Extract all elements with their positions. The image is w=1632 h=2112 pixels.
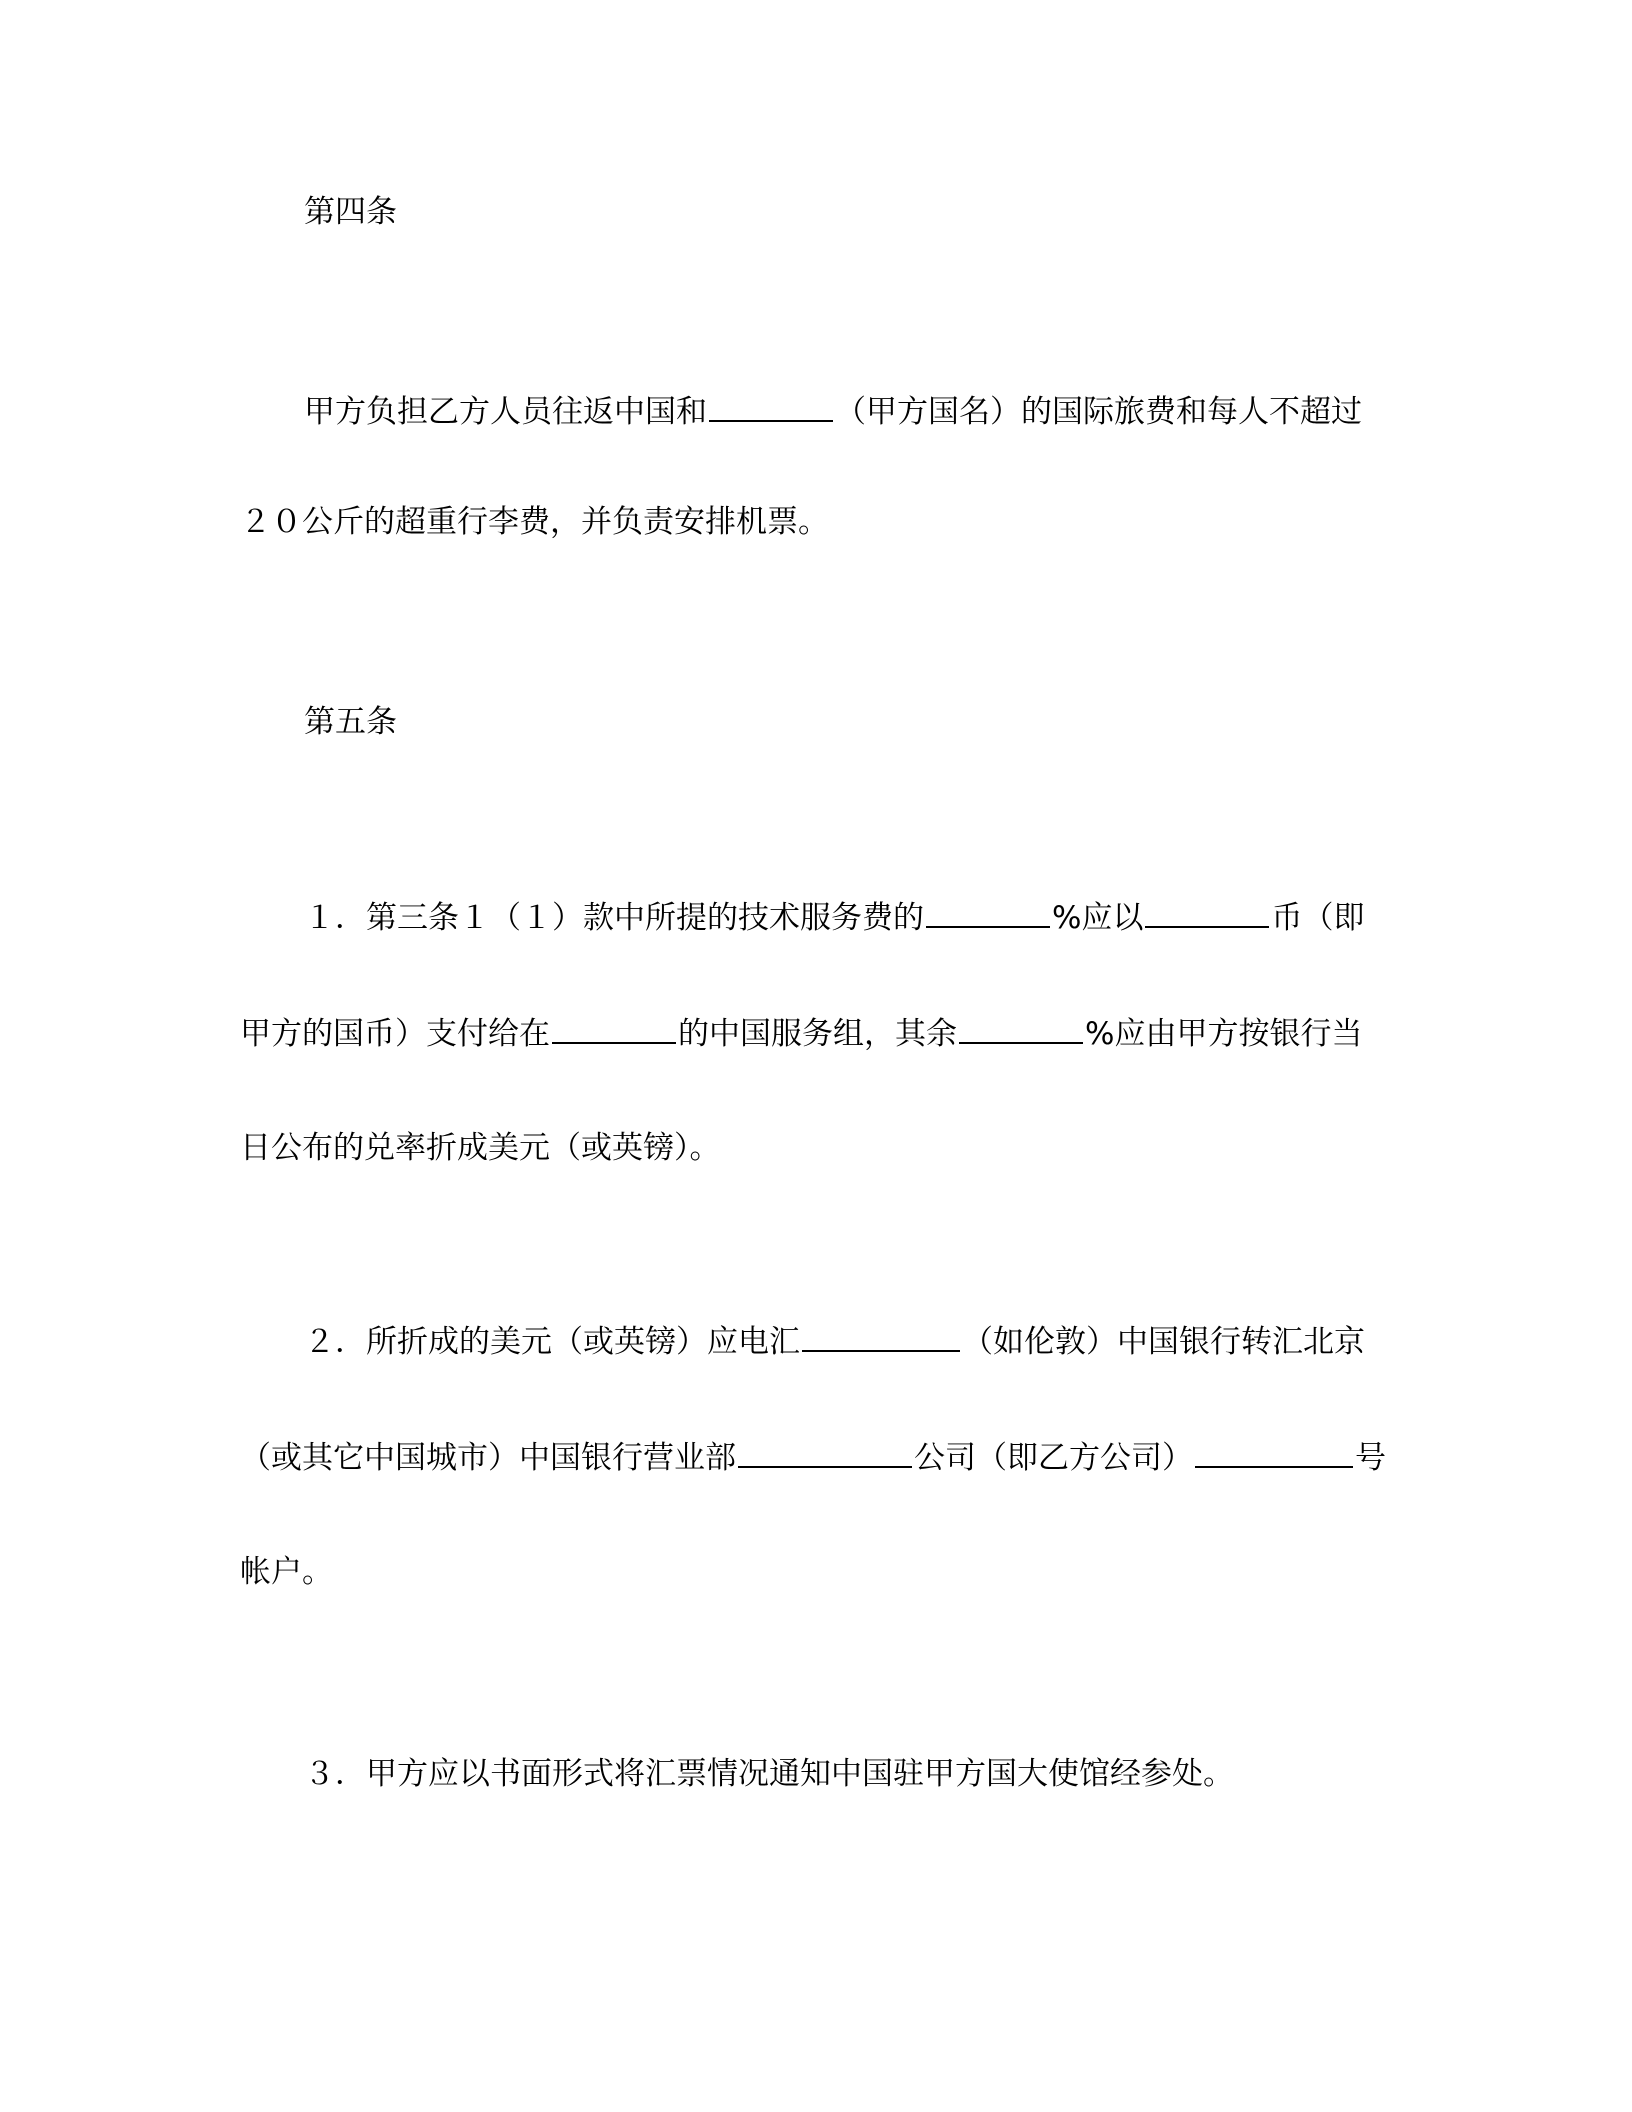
article-4-paragraph-line-1 <box>304 390 1380 432</box>
article-4-text-1: 甲方负担乙方人员往返中国和 <box>304 394 707 430</box>
item-2-text-4: 公司（即乙方公司） <box>914 1440 1193 1476</box>
article-4-heading <box>304 192 1380 232</box>
blank-location <box>552 1012 676 1044</box>
article-4-text-3: ２０公斤的超重行李费，并负责安排机票。 <box>240 504 829 540</box>
item-1-text-4: 甲方的国币）支付给在 <box>240 1016 550 1052</box>
blank-account-number <box>1195 1436 1353 1468</box>
article-5-item-1-line-2 <box>240 1012 1380 1054</box>
blank-country-name <box>709 390 833 422</box>
item-2-text-2: （如伦敦）中国银行转汇北京 <box>962 1324 1365 1360</box>
item-3-text-1: ３．甲方应以书面形式将汇票情况通知中国驻甲方国大使馆经参处。 <box>304 1756 1234 1792</box>
item-1-text-5: 的中国服务组，其余 <box>678 1016 957 1052</box>
article-5-item-2-line-2 <box>240 1436 1386 1478</box>
item-2-text-5: 号 <box>1355 1440 1386 1476</box>
article-4-paragraph-line-2 <box>240 502 1380 542</box>
article-5-item-2-line-3 <box>240 1552 1380 1592</box>
item-1-text-1: １．第三条１（１）款中所提的技术服务费的 <box>304 900 924 936</box>
blank-bank-city <box>802 1320 960 1352</box>
blank-remaining-percentage <box>959 1012 1083 1044</box>
item-2-text-6: 帐户。 <box>240 1554 333 1590</box>
article-4-heading-text: 第四条 <box>304 194 397 230</box>
article-4-text-2: （甲方国名）的国际旅费和每人不超过 <box>835 394 1362 430</box>
article-5-heading-text: 第五条 <box>304 704 397 740</box>
item-1-text-6: %应由甲方按银行当 <box>1085 1016 1363 1052</box>
blank-fee-percentage <box>926 896 1050 928</box>
article-5-item-2-line-1 <box>304 1320 1380 1362</box>
blank-company-name <box>738 1436 912 1468</box>
item-1-text-7: 日公布的兑率折成美元（或英镑）。 <box>240 1130 721 1166</box>
article-5-item-1-line-3 <box>240 1128 1380 1168</box>
article-5-item-3-line-1 <box>304 1754 1380 1794</box>
item-1-text-2: %应以 <box>1052 900 1144 936</box>
article-5-heading <box>304 702 1380 742</box>
item-1-text-3: 币（即 <box>1271 900 1365 936</box>
blank-currency <box>1145 896 1269 928</box>
item-2-text-1: ２．所折成的美元（或英镑）应电汇 <box>304 1324 800 1360</box>
article-5-item-1-line-1 <box>304 896 1380 938</box>
item-2-text-3: （或其它中国城市）中国银行营业部 <box>240 1440 736 1476</box>
